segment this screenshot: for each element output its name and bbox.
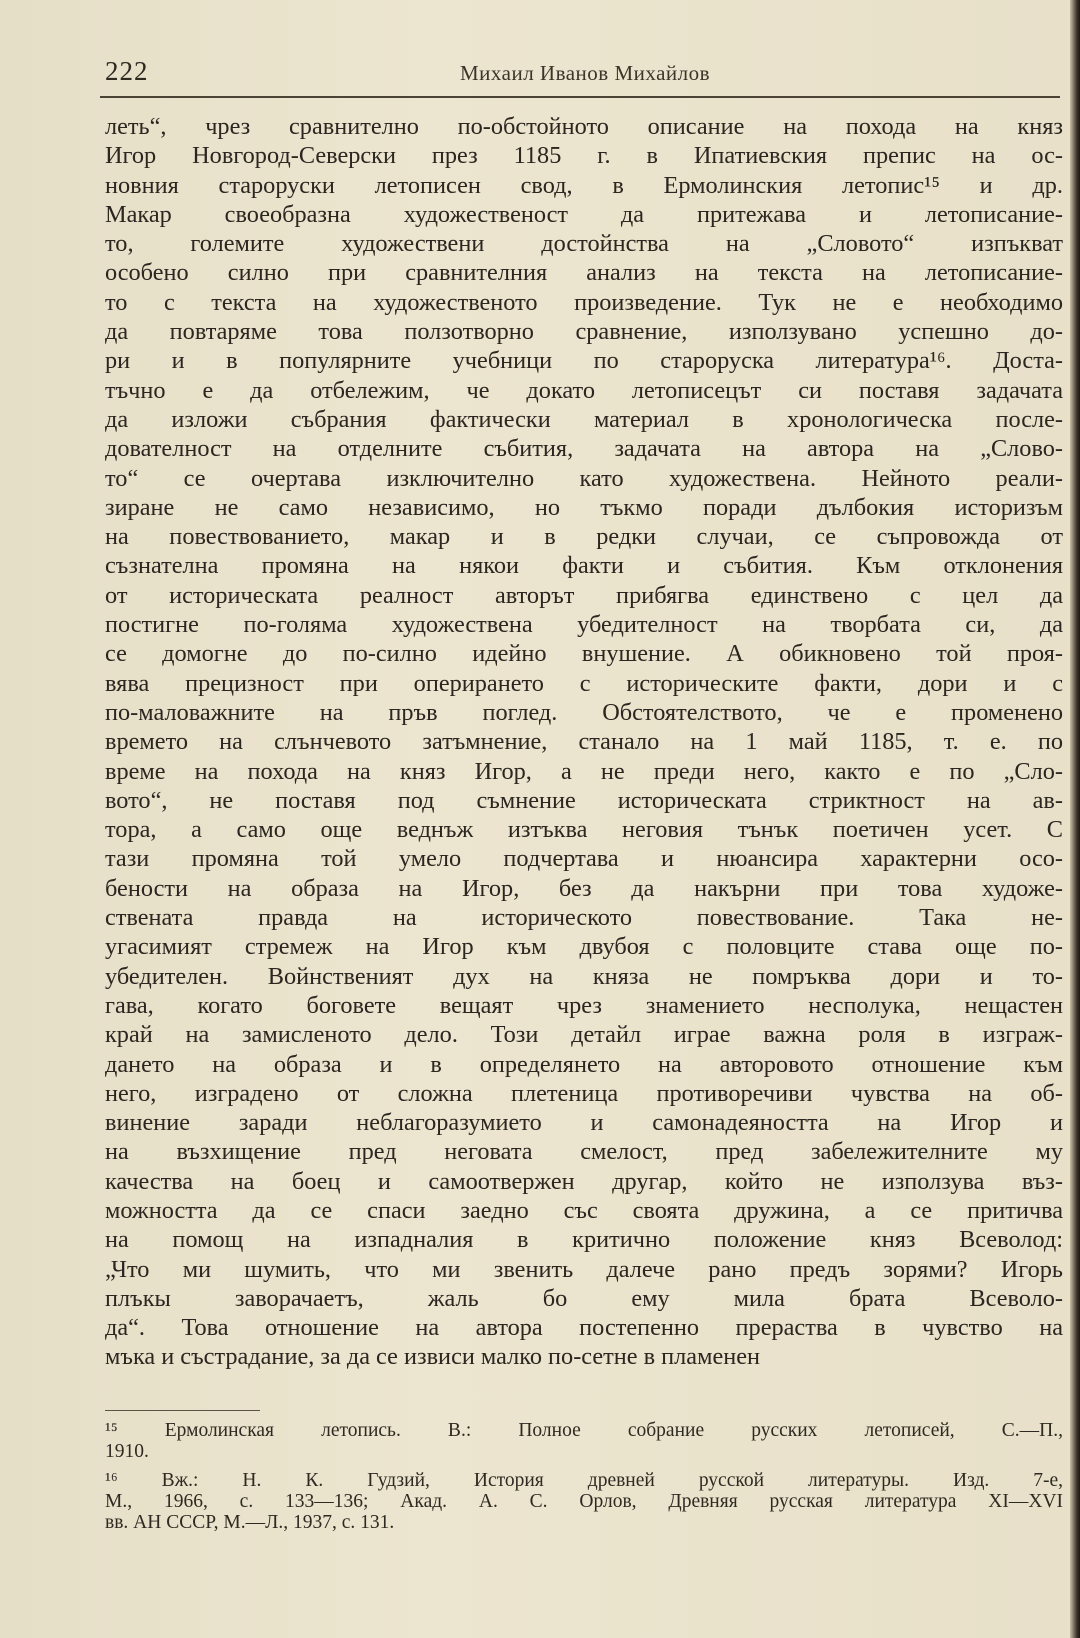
text-line: Макар своеобразна художественост да притежава и летописание- xyxy=(105,200,1063,228)
text-line: тъчно е да отбележим, че докато летописецът си поставя задачата xyxy=(105,376,1063,404)
page-number: 222 xyxy=(105,56,149,86)
text-line: гава, когато боговете вещаят чрез знамението несполука, нещастен xyxy=(105,991,1063,1019)
footnote-line: 1910. xyxy=(105,1441,149,1462)
text-line: зиране не само независимо, но тъкмо поради дълбокия историзъм xyxy=(105,493,1063,521)
text-line: съзнателна промяна на някои факти и събития. Към отклонения xyxy=(105,552,1063,580)
footnote-rule xyxy=(105,1410,260,1411)
text-line: мъка и състрадание, за да се извиси малко по-сетне в пламенен xyxy=(105,1343,761,1371)
text-line: се домогне до по-силно идейно внушение. А обикновено той проя- xyxy=(105,640,1063,668)
text-line: бености на образа на Игор, без да накърни при това художе- xyxy=(105,874,1063,902)
text-line: „Что ми шумить, что ми звенить далече рано предъ зорями? Игорь xyxy=(105,1255,1063,1283)
text-line: леть“, чрез сравнително по-обстойното описание на похода на княз xyxy=(105,113,1063,140)
text-line: на помощ на изпадналия в критично положение княз Всеволод: xyxy=(105,1226,1063,1254)
footnote xyxy=(105,1470,1063,1533)
footnotes xyxy=(105,1420,1063,1533)
footnote-line: вв. АН СССР, М.—Л., 1937, с. 131. xyxy=(105,1512,395,1533)
text-line: то“ се очертава изключително като художествена. Нейното реали- xyxy=(105,464,1063,492)
text-line: да“. Това отношение на автора постепенно прераства в чувство на xyxy=(105,1314,1063,1342)
text-line: можността да се спаси заедно със своята дружина, а се притичва xyxy=(105,1196,1063,1224)
text-line: ствената правда на историческото повествование. Така не- xyxy=(105,904,1063,932)
text-line: вото“, не поставя под съмнение историческата стриктност на ав- xyxy=(105,786,1063,814)
text-line: то с текста на художественото произведение. Тук не е необходимо xyxy=(105,288,1063,316)
text-line: особено силно при сравнителния анализ на текста на летописание- xyxy=(105,259,1063,287)
text-line: край на замисленото дело. Този детайл играе важна роля в изграж- xyxy=(105,1021,1063,1049)
text-line: да повтаряме това ползотворно сравнение, използувано успешно до- xyxy=(105,318,1063,346)
main-text xyxy=(105,112,1063,1372)
footnote-line: М., 1966, с. 133—136; Акад. А. С. Орлов, Древняя русская литература XI—XVI xyxy=(105,1491,1063,1512)
text-line: Игор Новгород-Северски през 1185 г. в Ипатиевския препис на ос- xyxy=(105,142,1063,170)
text-line: него, изградено от сложна плетеница противоречиви чувства на об- xyxy=(105,1079,1063,1107)
text-line: ри и в популярните учебници по староруска литература¹⁶. Доста- xyxy=(105,347,1063,375)
text-line: постигне по-голяма художествена убедителност на творбата си, да xyxy=(105,611,1063,639)
text-line: плъкы заворачаетъ, жаль бо ему мила брата Всеволо- xyxy=(105,1284,1063,1312)
text-line: вява прецизност при оперирането с историческите факти, дори и с xyxy=(105,669,1063,697)
page-header xyxy=(105,56,1060,96)
text-line: времето на слънчевото затъмнение, станало на 1 май 1185, т. е. по xyxy=(105,728,1063,756)
footnote-gap xyxy=(105,1462,1063,1470)
footnote-line: ¹⁵ Ермолинская летопись. В.: Полное собрание русских летописей, С.—П., xyxy=(105,1420,1063,1441)
text-line: на възхищение пред неговата смелост, пред забележителните му xyxy=(105,1138,1063,1166)
text-line: то, големите художествени достойнства на „Словото“ изпъкват xyxy=(105,230,1063,258)
text-line: от историческата реалност авторът прибягва единствено с цел да xyxy=(105,581,1063,609)
text-line: дането на образа и в определянето на авторовото отношение към xyxy=(105,1050,1063,1078)
text-line: дователност на отделните събития, задачата на автора на „Слово- xyxy=(105,435,1063,463)
text-line: винение заради неблагоразумието и самонадеяността на Игор и xyxy=(105,1109,1063,1137)
footnote xyxy=(105,1420,1063,1462)
text-line: тази промяна той умело подчертава и нюансира характерни осо- xyxy=(105,845,1063,873)
text-line: да изложи събрания фактически материал в хронологическа после- xyxy=(105,405,1063,433)
text-line: време на похода на княз Игор, а не преди него, както е по „Сло- xyxy=(105,757,1063,785)
header-rule xyxy=(100,96,1060,98)
text-line: новния староруски летописен свод, в Ермолинския летопис¹⁵ и др. xyxy=(105,171,1063,199)
page-edge xyxy=(1070,0,1080,1638)
text-line: тора, а само още веднъж изтъква неговия тънък поетичен усет. С xyxy=(105,816,1063,844)
footnote-line: ¹⁶ Вж.: Н. К. Гудзий, История древней русской литературы. Изд. 7-е, xyxy=(105,1470,1063,1491)
running-head: Михаил Иванов Михайлов xyxy=(460,61,711,85)
text-line: качества на боец и самоотвержен другар, който не използува въз- xyxy=(105,1167,1063,1195)
text-line: угасимият стремеж на Игор към двубоя с половците става още по- xyxy=(105,933,1063,961)
text-line: убедителен. Войнственият дух на княза не помръква дори и то- xyxy=(105,962,1063,990)
text-line: по-маловажните на пръв поглед. Обстоятелството, че е променено xyxy=(105,698,1063,726)
text-line: на повествованието, макар и в редки случаи, се съпровожда от xyxy=(105,523,1063,551)
